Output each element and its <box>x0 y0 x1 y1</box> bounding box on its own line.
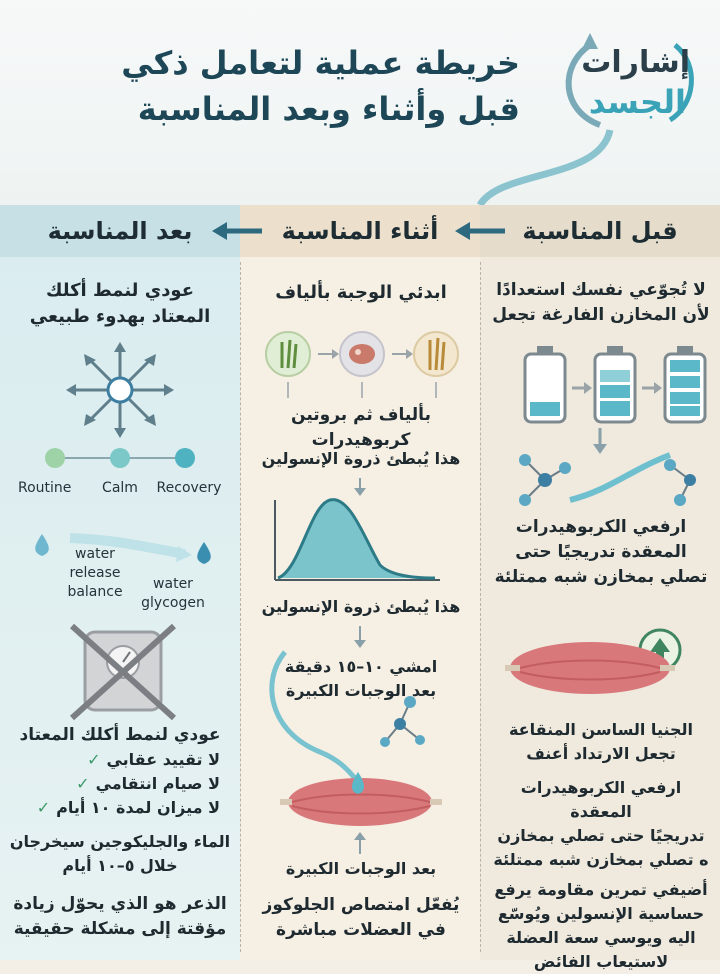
before-tips <box>490 718 712 974</box>
column-before-title: قبل المناسبة <box>480 205 720 257</box>
during-slow-insulin-2: هذا يُبطئ ذروة الإنسولين <box>261 597 461 616</box>
fiber-icon <box>266 332 310 376</box>
insulin-curve-chart <box>240 470 480 590</box>
during-slow-insulin-1: هذا يُبطئ ذروة الإنسولين <box>261 449 461 468</box>
muscle-up-illustration <box>480 600 720 710</box>
header-arrows <box>0 205 720 265</box>
column-after-title: بعد المناسبة <box>0 205 240 257</box>
before-tip-1: الجنيا الساسن المنقاعة تجعل الارتداد أعنف <box>508 720 694 763</box>
checkmark-icon: ✓ <box>76 774 90 793</box>
during-walk-text: امشي ١٠–١٥ دقيقة بعد الوجبات الكبيرة <box>284 657 438 700</box>
after-panic-text: الذعر هو الذي يحوّل زيادة مؤقتة إلى مشكلة حقيقية <box>13 894 227 939</box>
flow-swoosh-icon <box>0 0 720 205</box>
battery-illustration <box>480 340 720 510</box>
during-glucose-text: يُفعّل امتصاص الجلوكوز في العضلات مباشرة <box>262 895 460 940</box>
battery-low-icon <box>525 346 565 422</box>
protein-icon <box>340 332 384 376</box>
molecule-icon <box>519 454 571 506</box>
meal-order-icons <box>240 322 480 402</box>
step-dot-recovery <box>175 448 195 468</box>
battery-full-icon <box>665 346 705 422</box>
after-return-text: عودي لنمط أكلك المعتاد بهدوء طبيعي <box>29 280 211 327</box>
check-item: لا صيام انتقامي✓ <box>76 774 220 793</box>
molecule-icon <box>664 459 696 506</box>
water-drop-icon <box>35 534 49 556</box>
arrow-left-icon <box>212 222 262 240</box>
after-checklist <box>20 748 220 820</box>
check-item: لا تقييد عقابي✓ <box>87 750 220 769</box>
water-release-label: water release balance <box>67 546 123 600</box>
logo-line-2: الجسد <box>588 83 686 121</box>
arrow-left-icon <box>455 222 505 240</box>
battery-mid-icon <box>595 346 635 422</box>
before-tip-3: أضيفي تمرين مقاومة يرفع حساسية الإنسولين ويُوسّع اليه ويوسي سعة العضلة لاستيعاب الفائض <box>494 880 708 971</box>
recovery-steps-line <box>0 440 240 480</box>
during-meal-order: بألياف ثم بروتين كربوهيدرات <box>291 405 431 450</box>
grain-icon <box>414 332 458 376</box>
checkmark-icon: ✓ <box>36 798 51 817</box>
title-line-1: خريطة عملية لتعامل ذكي <box>121 44 520 82</box>
water-glycogen-label: water glycogen <box>141 576 205 611</box>
before-carbs-text: ارفعي الكربوهيدرات المعقدة تدريجيًا حتى تصلي بمخازن شبه ممتلئة <box>494 517 708 587</box>
step-dot-calm <box>110 448 130 468</box>
during-after-big-meal: بعد الوجبات الكبيرة <box>285 859 437 878</box>
water-drop-icon <box>197 542 211 564</box>
after-water-text: الماء والجليكوجين سيخرجان خلال ٥–١٠ أيام <box>9 832 231 875</box>
step-label-routine: Routine <box>18 480 72 496</box>
title-line-2: قبل وأثناء وبعد المناسبة <box>137 90 520 128</box>
crossed-scale-icon <box>0 622 240 722</box>
step-dot-routine <box>45 448 65 468</box>
logo-line-1: إشارات <box>581 45 690 80</box>
step-label-calm: Calm <box>102 480 138 496</box>
checkmark-icon: ✓ <box>87 750 101 769</box>
radiating-arrows-icon <box>0 340 240 440</box>
after-return-title: عودي لنمط أكلك المعتاد <box>19 725 221 745</box>
during-fiber-title: ابدئي الوجبة بألياف <box>275 282 447 303</box>
insulin-curve-area <box>278 500 435 578</box>
column-during-title: أثناء المناسبة <box>240 205 480 257</box>
step-label-recovery: Recovery <box>156 480 222 496</box>
before-intro: لا تُجوّعي نفسك استعدادًا لأن المخازن الفارغة تجعل <box>492 280 710 325</box>
molecule-icon <box>380 696 425 747</box>
before-tip-2: ارفعي الكربوهيدرات المعقدة تدريجيًا حتى تصلي بمخازن ه تصلي بمخازن شبه ممتلئة <box>493 778 709 869</box>
header <box>0 0 720 205</box>
check-item: لا ميزان لمدة ١٠ أيام✓ <box>36 798 220 817</box>
